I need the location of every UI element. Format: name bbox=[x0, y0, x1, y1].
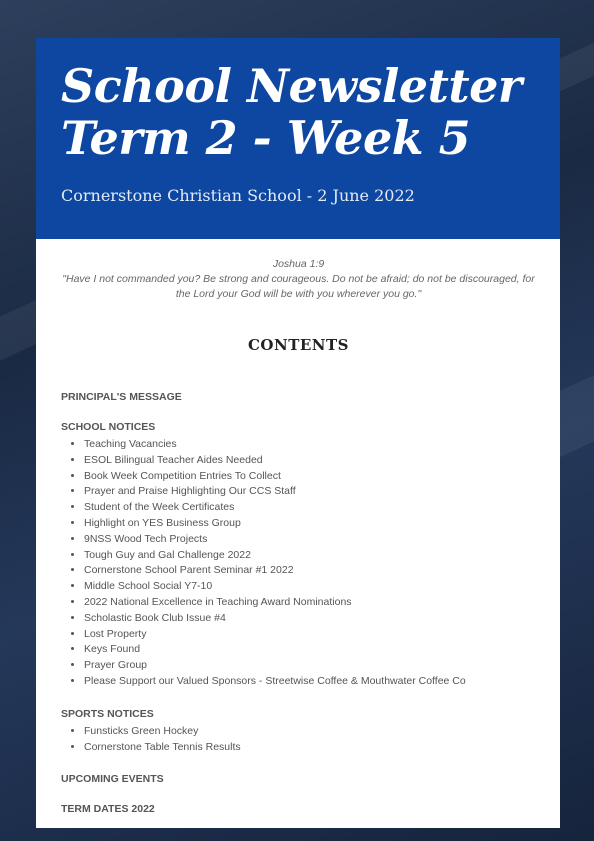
contents-item[interactable]: • Scholastic Book Club Issue #4 bbox=[84, 611, 536, 627]
contents-item[interactable]: • Teaching Vacancies bbox=[84, 437, 536, 453]
contents-item[interactable]: • Keys Found bbox=[84, 642, 536, 658]
verse-text: "Have I not commanded you? Be strong and courageous. Do not be afraid; do not be discouraged, for the Lord your God will be with you wherever you go." bbox=[62, 273, 535, 300]
contents-list bbox=[61, 391, 536, 815]
contents-item[interactable]: • Highlight on YES Business Group bbox=[84, 516, 536, 532]
contents-item[interactable]: • Prayer Group bbox=[84, 658, 536, 674]
contents-item[interactable]: • Lost Property bbox=[84, 627, 536, 643]
section-link-upcoming-events[interactable]: UPCOMING EVENTS bbox=[61, 773, 164, 786]
newsletter-header bbox=[36, 38, 560, 239]
contents-item[interactable]: • Middle School Social Y7-10 bbox=[84, 579, 536, 595]
title-line-1: School Newsletter bbox=[61, 59, 522, 113]
contents-item[interactable]: • Please Support our Valued Sponsors - Streetwise Coffee & Mouthwater Coffee Co bbox=[84, 674, 536, 690]
contents-item[interactable]: • ESOL Bilingual Teacher Aides Needed bbox=[84, 453, 536, 469]
contents-item[interactable]: • Prayer and Praise Highlighting Our CCS Staff bbox=[84, 484, 536, 500]
contents-item[interactable]: • Student of the Week Certificates bbox=[84, 500, 536, 516]
bible-verse bbox=[61, 257, 536, 302]
newsletter-subtitle: Cornerstone Christian School - 2 June 2022 bbox=[61, 186, 415, 205]
newsletter-title bbox=[61, 60, 536, 164]
section-link-school-notices[interactable]: SCHOOL NOTICES bbox=[61, 421, 156, 433]
section-link-sports-notices[interactable]: SPORTS NOTICES bbox=[61, 707, 154, 720]
section-link-principal-s-message[interactable]: PRINCIPAL'S MESSAGE bbox=[61, 391, 182, 403]
section-items bbox=[61, 437, 536, 690]
contents-heading: CONTENTS bbox=[247, 336, 350, 354]
contents-item[interactable]: • Book Week Competition Entries To Collect bbox=[84, 469, 536, 485]
section-link-term-dates-2022[interactable]: TERM DATES 2022 bbox=[61, 803, 155, 816]
newsletter-card bbox=[36, 38, 560, 828]
contents-item[interactable]: • Cornerstone School Parent Seminar #1 2022 bbox=[84, 563, 536, 579]
verse-reference: Joshua 1:9 bbox=[272, 258, 325, 270]
title-line-2: Term 2 - Week 5 bbox=[61, 111, 471, 165]
section-items bbox=[61, 724, 536, 756]
contents-item[interactable]: • Tough Guy and Gal Challenge 2022 bbox=[84, 548, 536, 564]
newsletter-body bbox=[36, 239, 560, 815]
contents-item[interactable]: • 9NSS Wood Tech Projects bbox=[84, 532, 536, 548]
contents-item[interactable]: • Funsticks Green Hockey bbox=[84, 724, 536, 740]
contents-item[interactable]: • Cornerstone Table Tennis Results bbox=[84, 740, 536, 756]
contents-item[interactable]: • 2022 National Excellence in Teaching Award Nominations bbox=[84, 595, 536, 611]
